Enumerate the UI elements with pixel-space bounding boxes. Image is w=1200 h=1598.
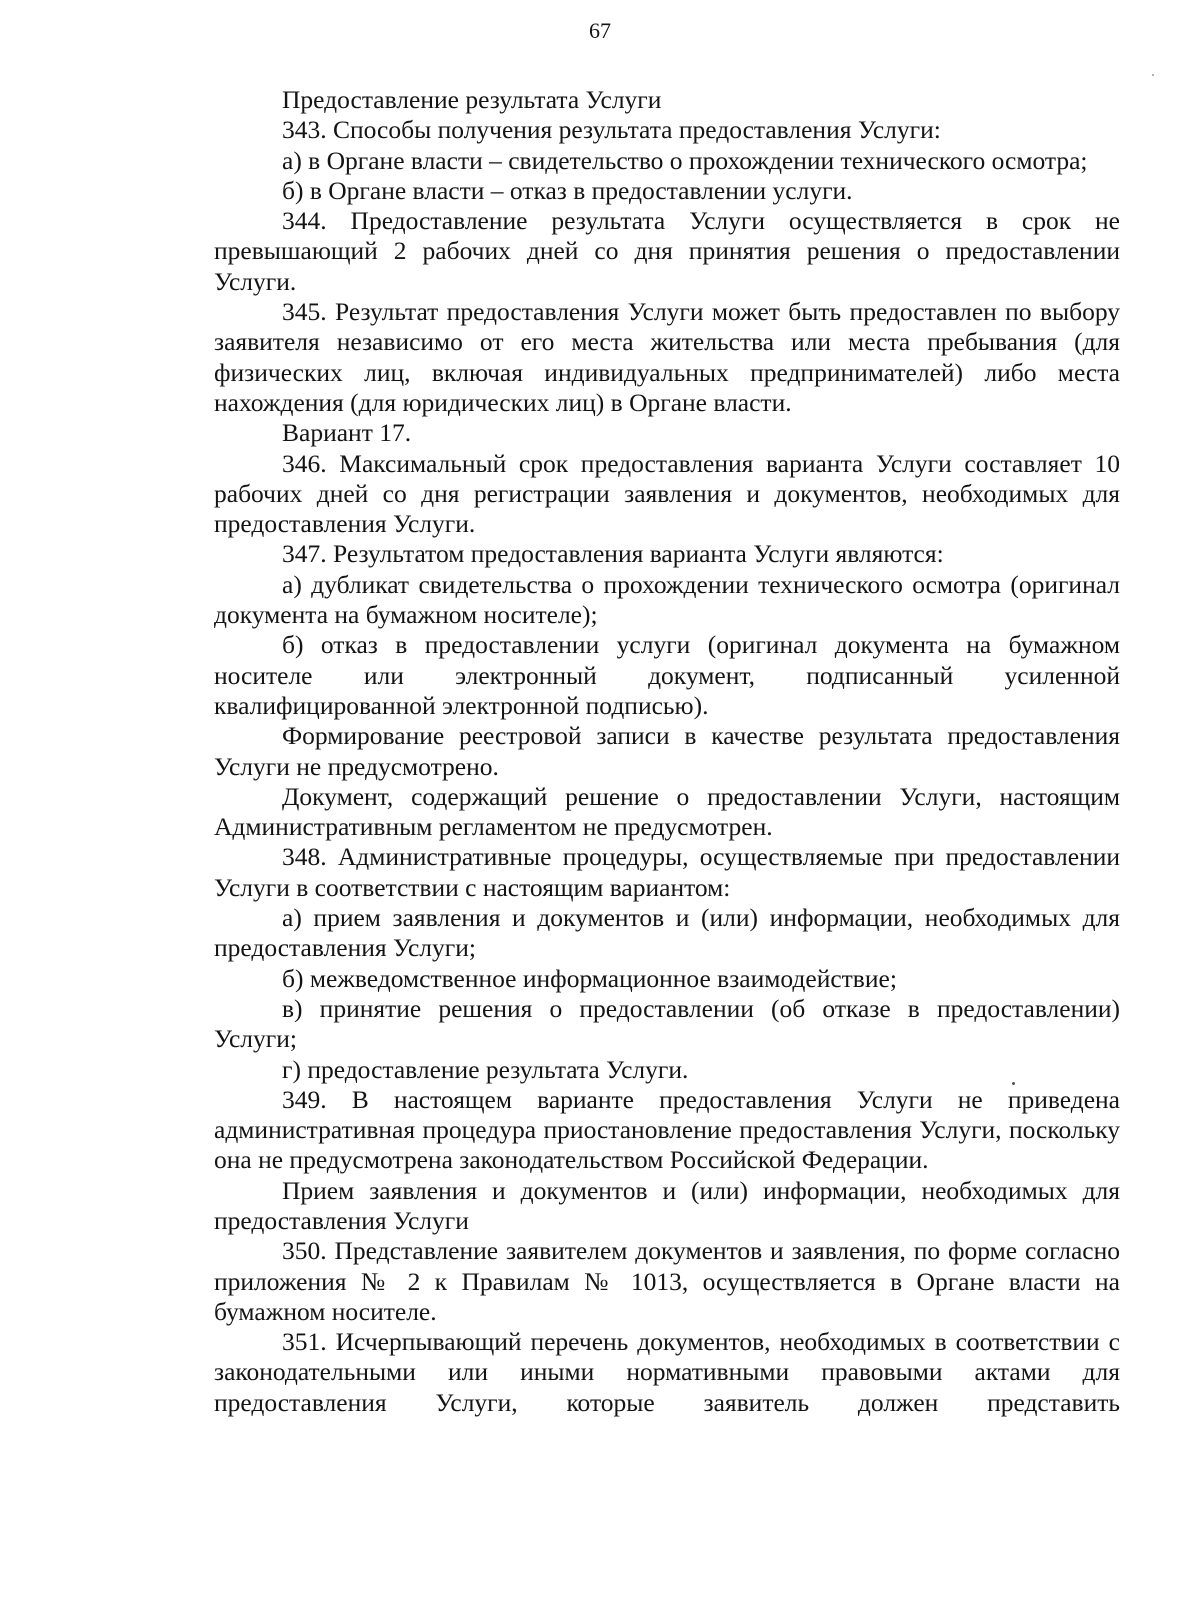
document-body — [214, 85, 1120, 1418]
paragraph-343: 343. Способы получения результата предоставления Услуги: — [282, 115, 941, 145]
paragraph-351: 351. Исчерпывающий перечень документов, необходимых в соответствии с законодательными или иными нормативными правовыми актами для предоставления Услуги, которые заявитель должен представить — [214, 1327, 1120, 1417]
paragraph-345: 345. Результат предоставления Услуги может быть предоставлен по выбору заявителя независимо от его места жительства или места пребывания (для физических лиц, включая индивидуальных предпринимателей) либо места нахождения (для юридических лиц) в Органе власти. — [214, 297, 1120, 417]
paragraph-350: 350. Представление заявителем документов и заявления, по форме согласно приложения № 2 к Правилам № 1013, осуществляется в Органе власти на бумажном носителе. — [214, 1236, 1120, 1326]
list-item-347-a: а) дубликат свидетельства о прохождении технического осмотра (оригинал документа на бумажном носителе); — [214, 569, 1120, 630]
variant-heading: Вариант 17. — [282, 418, 412, 448]
paragraph-348: 348. Административные процедуры, осуществляемые при предоставлении Услуги в соответствии с настоящим вариантом: — [214, 842, 1120, 902]
scan-speck — [1152, 74, 1154, 76]
scan-speck — [1012, 1082, 1015, 1085]
list-item-348-v: в) принятие решения о предоставлении (об отказе в предоставлении) Услуги; — [214, 993, 1120, 1054]
paragraph-registry-record: Формирование реестровой записи в качестве результата предоставления Услуги не предусмотрено. — [214, 721, 1120, 781]
list-item-348-g: г) предоставление результата Услуги. — [282, 1054, 689, 1084]
list-item-343-b: б) в Органе власти – отказ в предоставлении услуги. — [282, 175, 853, 205]
paragraph-349: 349. В настоящем варианте предоставления Услуги не приведена административная процедура приостановление предоставления Услуги, поскольку она не предусмотрена законодательством Российской Федерации. — [214, 1084, 1120, 1175]
paragraph-344: 344. Предоставление результата Услуги осуществляется в срок не превышающий 2 рабочих дней со дня принятия решения о предоставлении Услуги. — [214, 206, 1120, 296]
list-item-343-a: а) в Органе власти – свидетельство о прохождении технического осмотра; — [282, 145, 1088, 175]
section-heading-application: Прием заявления и документов и (или) информации, необходимых для предоставления Услуги — [214, 1175, 1120, 1235]
list-item-347-b: б) отказ в предоставлении услуги (оригинал документа на бумажном носителе или электронный документ, подписанный усиленной квалифицированной электронной подписью). — [214, 630, 1120, 720]
list-item-348-b: б) межведомственное информационное взаимодействие; — [282, 963, 897, 993]
paragraph-decision-document: Документ, содержащий решение о предоставлении Услуги, настоящим Административным регламентом не предусмотрен. — [214, 781, 1120, 842]
list-item-348-a: а) прием заявления и документов и (или) информации, необходимых для предоставления Услуги; — [214, 903, 1120, 963]
page-number: 67 — [589, 18, 611, 43]
paragraph-346: 346. Максимальный срок предоставления варианта Услуги составляет 10 рабочих дней со дня регистрации заявления и документов, необходимых для предоставления Услуги. — [214, 448, 1120, 539]
paragraph-347: 347. Результатом предоставления варианта Услуги являются: — [282, 539, 944, 569]
section-heading-result: Предоставление результата Услуги — [282, 85, 662, 114]
